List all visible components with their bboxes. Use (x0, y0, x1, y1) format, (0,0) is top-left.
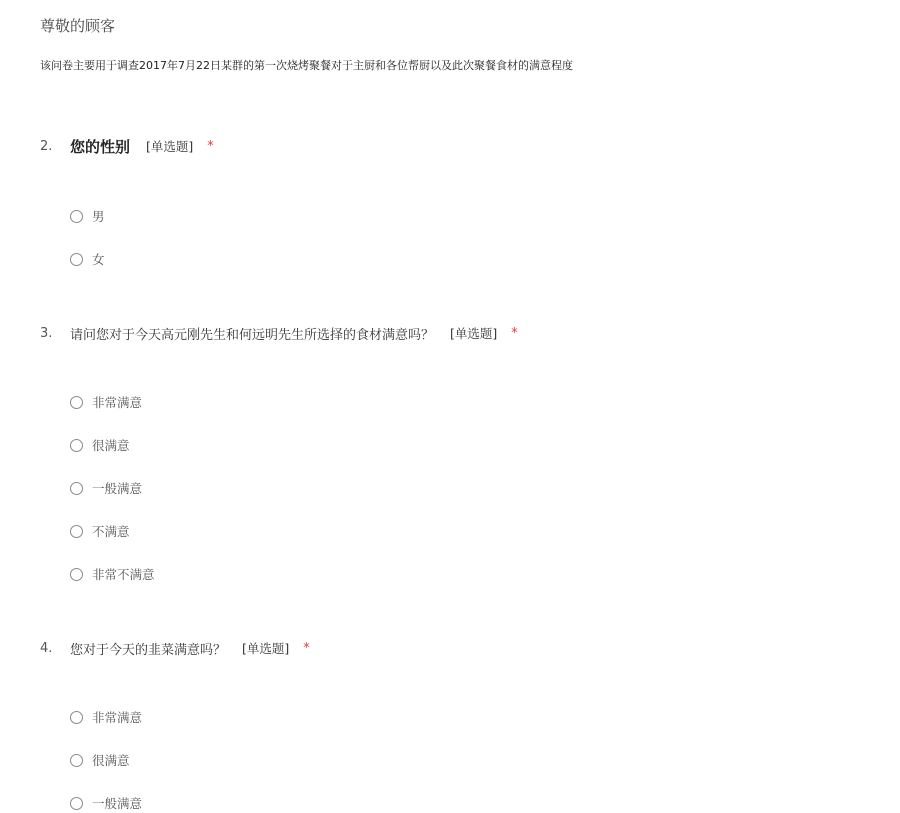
question-header (40, 320, 518, 346)
radio-button-icon[interactable] (70, 439, 83, 452)
question-type-tag: [单选题] (242, 641, 290, 656)
question-number: 4. (40, 640, 53, 656)
radio-button-icon[interactable] (70, 568, 83, 581)
radio-button-icon[interactable] (70, 797, 83, 810)
required-marker: * (511, 325, 518, 341)
option-fairly-satisfied[interactable] (70, 478, 142, 498)
option-very-satisfied[interactable] (70, 392, 142, 412)
option-very-unsatisfied[interactable] (70, 564, 155, 584)
option-very-satisfied[interactable] (70, 707, 142, 727)
option-label: 不满意 (92, 524, 130, 539)
option-label: 非常满意 (92, 395, 143, 410)
option-quite-satisfied[interactable] (70, 435, 130, 455)
option-label: 很满意 (92, 438, 130, 453)
question-number: 3. (40, 325, 53, 341)
question-type-tag: [单选题] (146, 139, 194, 154)
radio-button-icon[interactable] (70, 253, 83, 266)
required-marker: * (207, 138, 214, 154)
required-marker: * (303, 640, 310, 656)
radio-button-icon[interactable] (70, 482, 83, 495)
option-label: 很满意 (92, 753, 130, 768)
radio-button-icon[interactable] (70, 754, 83, 767)
question-title: 您对于今天的韭菜满意吗？ (70, 642, 227, 658)
question-type-tag: [单选题] (450, 326, 498, 341)
option-label: 一般满意 (92, 796, 143, 811)
radio-button-icon[interactable] (70, 210, 83, 223)
radio-button-icon[interactable] (70, 396, 83, 409)
option-label: 女 (92, 252, 105, 267)
question-number: 2. (40, 138, 53, 154)
radio-button-icon[interactable] (70, 525, 83, 538)
option-quite-satisfied[interactable] (70, 750, 130, 770)
option-label: 一般满意 (92, 481, 143, 496)
question-title: 您的性别 (70, 137, 131, 156)
option-female[interactable] (70, 249, 105, 269)
option-label: 非常不满意 (92, 567, 155, 582)
question-header (40, 635, 310, 661)
question-title: 请问您对于今天高元刚先生和何远明先生所选择的食材满意吗？ (70, 327, 435, 343)
question-header (40, 133, 214, 159)
survey-intro: 该问卷主要用于调查2017年7月22日某群的第一次烧烤聚餐对于主厨和各位帮厨以及此次聚餐食材的满意程度 (40, 59, 573, 72)
option-label: 非常满意 (92, 710, 143, 725)
option-male[interactable] (70, 206, 105, 226)
survey-greeting: 尊敬的顾客 (40, 17, 116, 35)
option-fairly-satisfied[interactable] (70, 793, 142, 813)
radio-button-icon[interactable] (70, 711, 83, 724)
option-not-satisfied[interactable] (70, 521, 130, 541)
option-label: 男 (92, 209, 105, 224)
